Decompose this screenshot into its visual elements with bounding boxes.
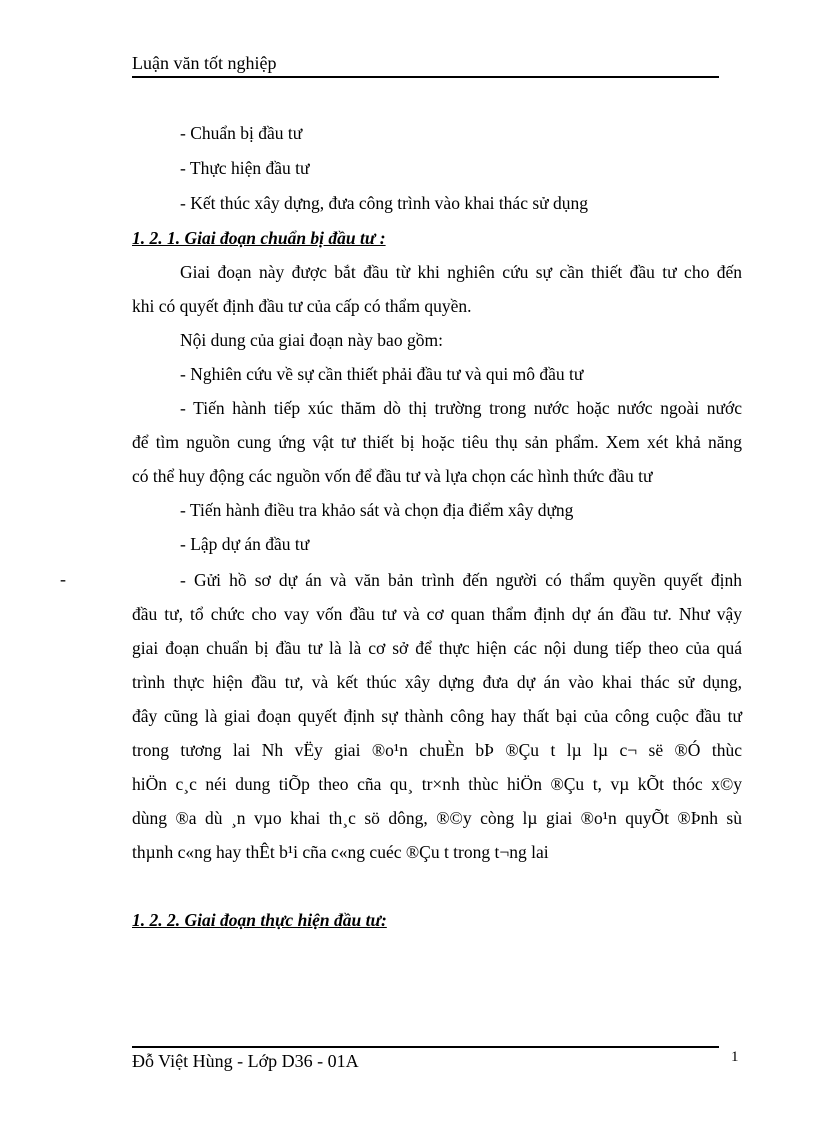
footer-author: Đỗ Việt Hùng - Lớp D36 - 01A xyxy=(132,1051,359,1071)
header-rule xyxy=(132,76,719,78)
garbled-paragraph-line: thµnh c«ng hay thÊt b¹i cña c«ng cuéc ®Çu t trong t¬ng lai xyxy=(132,842,549,862)
paragraph-line: Giai đoạn này được bắt đầu từ khi nghiên cứu sự cần thiết đầu tư cho đến xyxy=(180,262,742,282)
paragraph-line: đầu tư, tổ chức cho vay vốn đầu tư và cơ quan thẩm định dự án đầu tư. Như vậy xyxy=(132,604,742,624)
margin-mark: - xyxy=(60,569,66,589)
stage-item: - Chuẩn bị đầu tư xyxy=(180,123,303,143)
paragraph-line: đây cũng là giai đoạn quyết định sự thành công hay thất bại của công cuộc đầu tư xyxy=(132,706,742,726)
garbled-paragraph-line: hiÖn c¸c néi dung tiÕp theo cña qu¸ tr×nh thùc hiÖn ®Çu t, vµ kÕt thóc x©y xyxy=(132,774,742,794)
list-item: - Lập dự án đầu tư xyxy=(180,534,310,554)
page-number: 1 xyxy=(731,1049,739,1065)
garbled-paragraph-line: dùng ®a dù ¸n vµo khai th¸c sö dông, ®©y còng lµ giai ®o¹n quyÕt ®Þnh sù xyxy=(132,808,742,828)
section-heading-2: 1. 2. 2. Giai đoạn thực hiện đầu tư: xyxy=(132,910,387,930)
paragraph-line: Nội dung của giai đoạn này bao gồm: xyxy=(180,330,443,350)
list-item: - Nghiên cứu về sự cần thiết phải đầu tư và qui mô đầu tư xyxy=(180,364,584,384)
paragraph-line: khi có quyết định đầu tư của cấp có thẩm quyền. xyxy=(132,296,472,316)
footer-rule xyxy=(132,1046,719,1048)
paragraph-line: trình thực hiện đầu tư, và kết thúc xây dựng đưa dự án vào khai thác sử dụng, xyxy=(132,672,742,692)
list-item: - Gửi hồ sơ dự án và văn bản trình đến người có thẩm quyền quyết định xyxy=(180,570,742,590)
list-item: - Tiến hành điều tra khảo sát và chọn địa điểm xây dựng xyxy=(180,500,574,520)
section-heading-1: 1. 2. 1. Giai đoạn chuẩn bị đầu tư : xyxy=(132,228,386,248)
page-header-title: Luận văn tốt nghiệp xyxy=(132,53,277,73)
stage-item: - Kết thúc xây dựng, đưa công trình vào khai thác sử dụng xyxy=(180,193,589,213)
stage-item: - Thực hiện đầu tư xyxy=(180,158,310,178)
garbled-paragraph-line: trong tương lai Nh vËy giai ®o¹n chuÈn bÞ ®Çu t lµ lµ c¬ së ®Ó thùc xyxy=(132,740,742,760)
list-item: - Tiến hành tiếp xúc thăm dò thị trường trong nước hoặc nước ngoài nước xyxy=(180,398,742,418)
paragraph-line: để tìm nguồn cung ứng vật tư thiết bị hoặc tiêu thụ sản phẩm. Xem xét khả năng xyxy=(132,432,742,452)
paragraph-line: giai đoạn chuẩn bị đầu tư là là cơ sở để thực hiện các nội dung tiếp theo của quá xyxy=(132,638,742,658)
paragraph-line: có thể huy động các nguồn vốn để đầu tư và lựa chọn các hình thức đầu tư xyxy=(132,466,653,486)
